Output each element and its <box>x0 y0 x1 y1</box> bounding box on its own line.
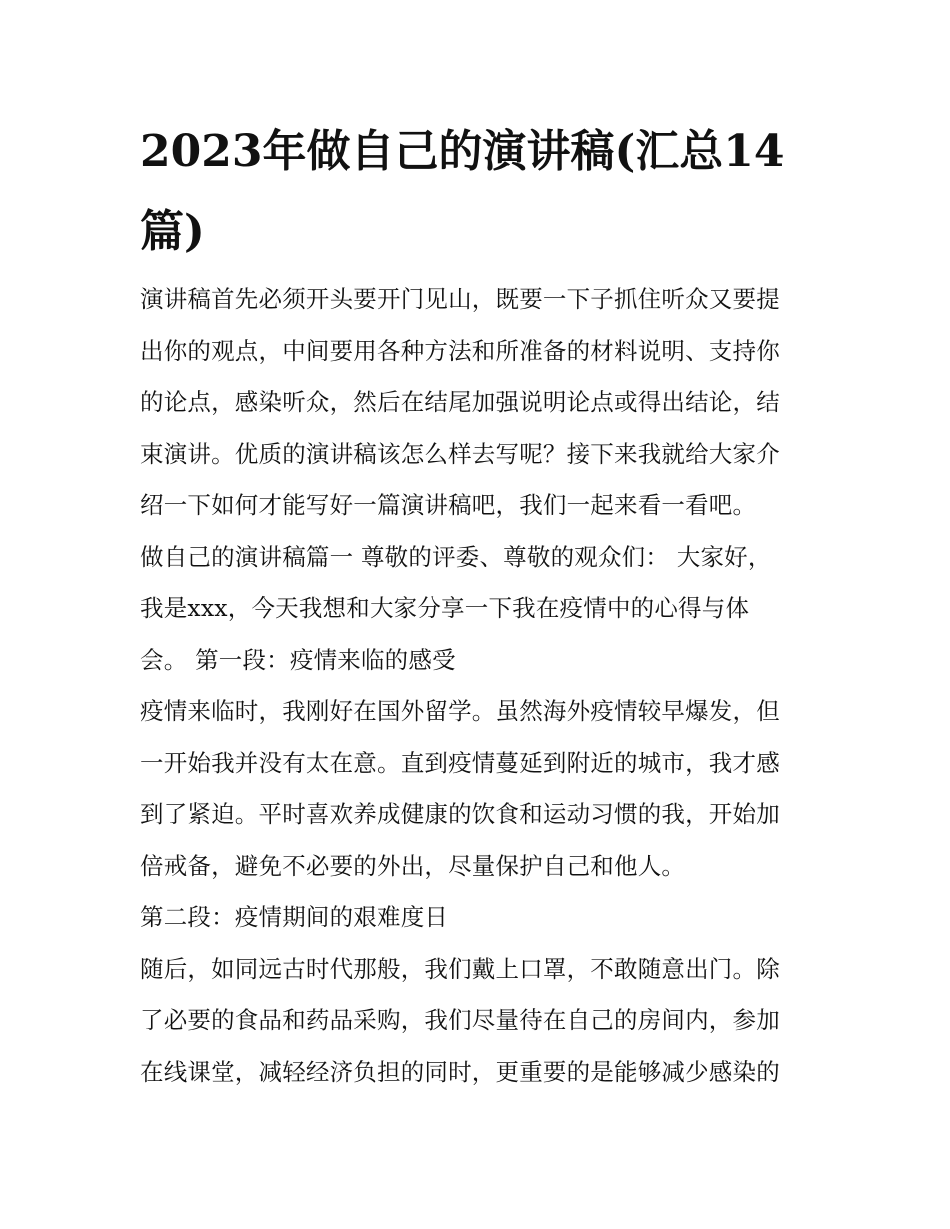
body-line: 了必要的食品和药品采购，我们尽量待在自己的房间内，参加 <box>140 1006 780 1034</box>
body-line: 演讲稿首先必须开头要开门见山，既要一下子抓住听众又要提 <box>140 285 780 313</box>
body-line: 绍一下如何才能写好一篇演讲稿吧，我们一起来看一看吧。 <box>140 491 757 519</box>
document-body <box>140 274 820 1098</box>
body-line: 倍戒备，避免不必要的外出，尽量保护自己和他人。 <box>140 851 686 880</box>
body-line: 出你的观点，中间要用各种方法和所准备的材料说明、支持你 <box>140 336 780 365</box>
body-line: 在线课堂，减轻经济负担的同时，更重要的是能够减少感染的 <box>140 1057 780 1086</box>
body-line: 第二段：疫情期间的艰难度日 <box>140 903 449 931</box>
body-line: 会。 第一段：疫情来临的感受 <box>140 645 456 674</box>
body-line: 我是xxx，今天我想和大家分享一下我在疫情中的心得与体 <box>140 594 750 622</box>
body-line: 的论点，感染听众，然后在结尾加强说明论点或得出结论，结 <box>140 388 780 416</box>
body-line: 到了紧迫。平时喜欢养成健康的饮食和运动习惯的我，开始加 <box>140 800 780 828</box>
body-line: 束演讲。优质的演讲稿该怎么样去写呢？接下来我就给大家介 <box>140 439 780 468</box>
body-line: 疫情来临时，我刚好在国外留学。虽然海外疫情较早爆发，但 <box>140 697 780 725</box>
document-title: 2023年做自己的演讲稿(汇总14篇) <box>140 126 785 257</box>
body-line: 随后，如同远古时代那般，我们戴上口罩，不敢随意出门。除 <box>140 954 780 983</box>
body-line: 做自己的演讲稿篇一 尊敬的评委、尊敬的观众们： 大家好， <box>140 542 772 571</box>
body-line: 一开始我并没有太在意。直到疫情蔓延到附近的城市，我才感 <box>140 748 780 777</box>
